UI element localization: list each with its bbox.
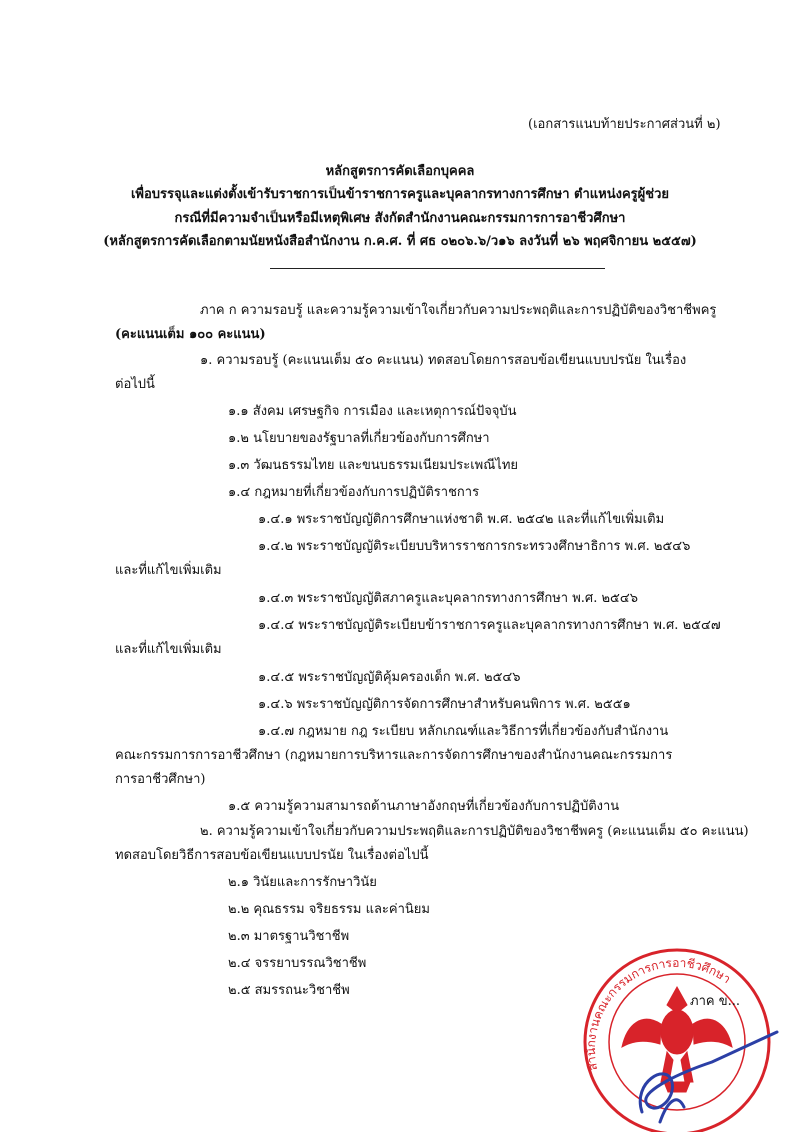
attachment-note: (เอกสารแนบท้ายประกาศส่วนที่ ๒)	[528, 117, 721, 132]
sub-item-2-5: ๒.๕ สมรรถนะวิชาชีพ	[228, 983, 350, 998]
sub-item-1-5: ๑.๕ ความรู้ความสามารถด้านภาษาอังกฤษที่เกี่ยวข้องกับการปฏิบัติงาน	[228, 799, 620, 814]
law-1-4-7-cont-2: การอาชีวศึกษา)	[115, 772, 206, 787]
item-1-line-2: ต่อไปนี้	[115, 377, 155, 392]
item-2-line-1: ๒. ความรู้ความเข้าใจเกี่ยวกับความประพฤติและการปฏิบัติของวิชาชีพครู (คะแนนเต็ม ๕๐ คะแนน)	[200, 824, 749, 839]
header-line-4: (หลักสูตรการคัดเลือกตามนัยหนังสือสำนักงาน ก.ค.ศ. ที่ ศธ ๐๒๐๖.๖/ว๑๖ ลงวันที่ ๒๖ พฤศจิกายน ๒๕๕๗)	[103, 234, 697, 249]
svg-text:สำนักงานคณะกรรมการการอาชีวศึกษ: สำนักงานคณะกรรมการการอาชีวศึกษา	[583, 955, 734, 1072]
law-1-4-1: ๑.๔.๑ พระราชบัญญัติการศึกษาแห่งชาติ พ.ศ. ๒๕๔๒ และที่แก้ไขเพิ่มเติม	[258, 512, 665, 527]
sub-item-1-3: ๑.๓ วัฒนธรรมไทย และขนบธรรมเนียมประเพณีไทย	[228, 458, 519, 473]
sub-item-2-3: ๒.๓ มาตรฐานวิชาชีพ	[228, 929, 350, 944]
law-1-4-5: ๑.๔.๕ พระราชบัญญัติคุ้มครองเด็ก พ.ศ. ๒๕๔๖	[258, 670, 521, 685]
sub-item-2-2: ๒.๒ คุณธรรม จริยธรรม และค่านิยม	[228, 902, 430, 917]
sub-item-2-4: ๒.๔ จรรยาบรรณวิชาชีพ	[228, 956, 367, 971]
sub-item-1-4: ๑.๔ กฎหมายที่เกี่ยวข้องกับการปฏิบัติราชการ	[228, 485, 480, 500]
law-1-4-4-cont: และที่แก้ไขเพิ่มเติม	[115, 642, 222, 657]
header-line-1: หลักสูตรการคัดเลือกบุคคล	[325, 164, 475, 179]
law-1-4-2-cont: และที่แก้ไขเพิ่มเติม	[115, 563, 222, 578]
law-1-4-7: ๑.๔.๗ กฎหมาย กฎ ระเบียบ หลักเกณฑ์และวิธีการที่เกี่ยวข้องกับสำนักงาน	[258, 724, 669, 739]
law-1-4-6: ๑.๔.๖ พระราชบัญญัติการจัดการศึกษาสำหรับคนพิการ พ.ศ. ๒๕๕๑	[258, 697, 631, 712]
divider	[270, 268, 605, 269]
header-line-2: เพื่อบรรจุและแต่งตั้งเข้ารับราชการเป็นข้าราชการครูและบุคลากรทางการศึกษา ตำแหน่งครูผู้ช่วย	[130, 187, 669, 202]
law-1-4-2: ๑.๔.๒ พระราชบัญญัติระเบียบบริหารราชการกระทรวงศึกษาธิการ พ.ศ. ๒๕๔๖	[258, 539, 691, 554]
header-line-3: กรณีที่มีความจำเป็นหรือมีเหตุพิเศษ สังกัดสำนักงานคณะกรรมการการอาชีวศึกษา	[174, 211, 626, 226]
law-1-4-3: ๑.๔.๓ พระราชบัญญัติสภาครูและบุคลากรทางการศึกษา พ.ศ. ๒๕๔๖	[258, 591, 638, 606]
page-continuation: ภาค ข...	[690, 994, 740, 1009]
section-a-score: (คะแนนเต็ม ๑๐๐ คะแนน)	[115, 327, 266, 342]
law-1-4-4: ๑.๔.๔ พระราชบัญญัติระเบียบข้าราชการครูและบุคลากรทางการศึกษา พ.ศ. ๒๕๔๗	[258, 618, 721, 633]
law-1-4-7-cont-1: คณะกรรมการการอาชีวศึกษา (กฎหมายการบริหารและการจัดการศึกษาของสำนักงานคณะกรรมการ	[115, 748, 673, 763]
sub-item-2-1: ๒.๑ วินัยและการรักษาวินัย	[228, 875, 377, 890]
official-seal	[572, 932, 782, 1132]
item-1-line-1: ๑. ความรอบรู้ (คะแนนเต็ม ๕๐ คะแนน) ทดสอบโดยการสอบข้อเขียนแบบปรนัย ในเรื่อง	[200, 353, 687, 368]
sub-item-1-1: ๑.๑ สังคม เศรษฐกิจ การเมือง และเหตุการณ์ปัจจุบัน	[228, 404, 517, 419]
sub-item-1-2: ๑.๒ นโยบายของรัฐบาลที่เกี่ยวข้องกับการศึกษา	[228, 431, 490, 446]
section-a-title: ภาค ก ความรอบรู้ และความรู้ความเข้าใจเกี่ยวกับความประพฤติและการปฏิบัติของวิชาชีพครู	[200, 303, 717, 318]
item-2-line-2: ทดสอบโดยวิธีการสอบข้อเขียนแบบปรนัย ในเรื่องต่อไปนี้	[115, 848, 429, 863]
